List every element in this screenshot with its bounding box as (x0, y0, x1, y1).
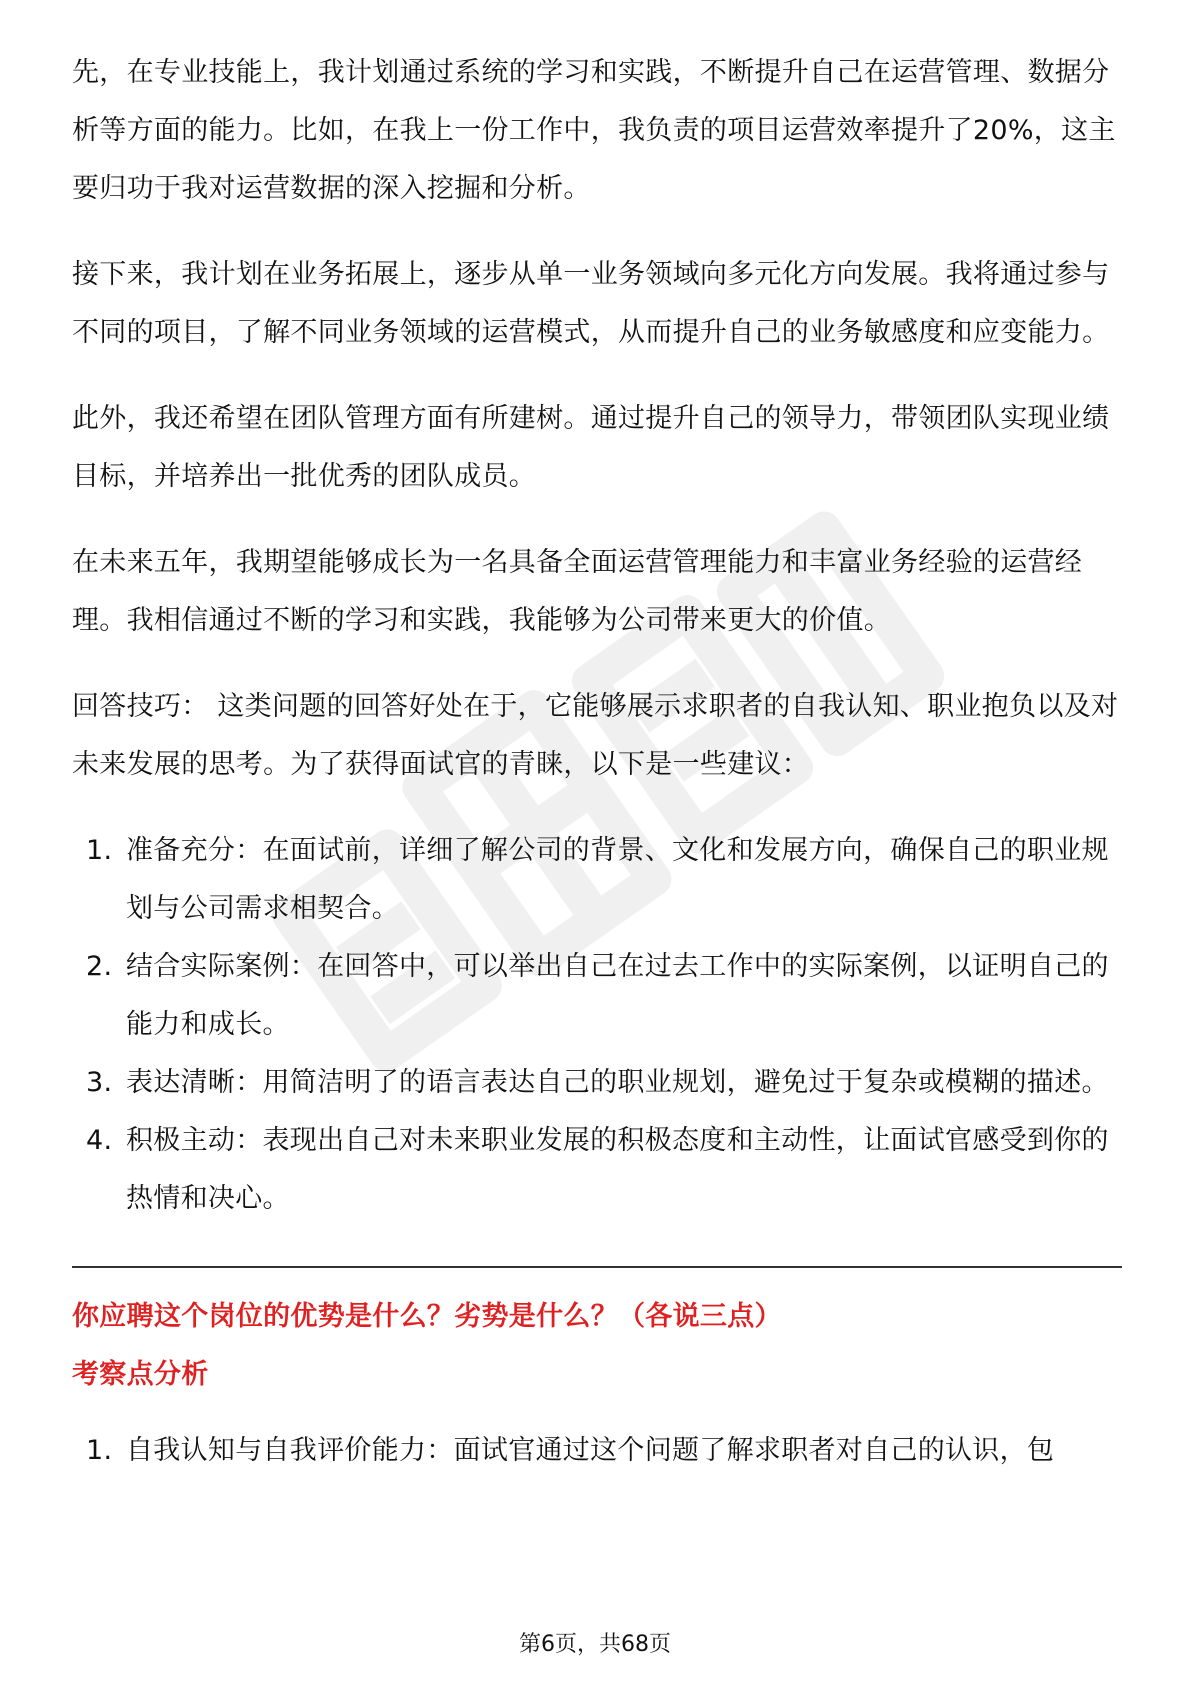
list-item-text: 积极主动：表现出自己对未来职业发展的积极态度和主动性，让面试官感受到你的热情和决心。 (126, 1125, 1109, 1214)
section-divider (72, 1266, 1122, 1268)
list-item-number: 4. (86, 1125, 113, 1156)
list-item (72, 1112, 1122, 1228)
paragraph-business-expansion: 接下来，我计划在业务拓展上，逐步从单一业务领域向多元化方向发展。我将通过参与不同的项目，了解不同业务领域的运营模式，从而提升自己的业务敏感度和应变能力。 (72, 259, 1110, 348)
list-item-number: 1. (86, 1435, 113, 1466)
list-item-text: 结合实际案例：在回答中，可以举出自己在过去工作中的实际案例，以证明自己的能力和成长。 (126, 951, 1109, 1040)
tips-list (72, 822, 1122, 1228)
list-item (72, 1054, 1122, 1112)
analysis-list (72, 1422, 1122, 1480)
list-item-number: 3. (86, 1067, 113, 1098)
list-item-number: 1. (86, 835, 113, 866)
paragraph-professional-skills: 先，在专业技能上，我计划通过系统的学习和实践，不断提升自己在运营管理、数据分析等方面的能力。比如，在我上一份工作中，我负责的项目运营效率提升了20%，这主要归功于我对运营数据的深入挖掘和分析。 (72, 57, 1116, 204)
analysis-section-title: 考察点分析 (72, 1359, 209, 1390)
paragraph-team-management: 此外，我还希望在团队管理方面有所建树。通过提升自己的领导力，带领团队实现业绩目标，并培养出一批优秀的团队成员。 (72, 403, 1110, 492)
paragraph-five-year-goal: 在未来五年，我期望能够成长为一名具备全面运营管理能力和丰富业务经验的运营经理。我相信通过不断的学习和实践，我能够为公司带来更大的价值。 (72, 547, 1083, 636)
list-item (72, 938, 1122, 1054)
list-item (72, 822, 1122, 938)
main-content (72, 44, 1122, 1480)
paragraph-answer-tips: 回答技巧： 这类问题的回答好处在于，它能够展示求职者的自我认知、职业抱负以及对未来发展的思考。为了获得面试官的青睐，以下是一些建议： (72, 691, 1119, 780)
list-item-text: 准备充分：在面试前，详细了解公司的背景、文化和发展方向，确保自己的职业规划与公司需求相契合。 (126, 835, 1109, 924)
list-item-number: 2. (86, 951, 113, 982)
list-item-text: 自我认知与自我评价能力：面试官通过这个问题了解求职者对自己的认识，包 (126, 1435, 1055, 1466)
list-item (72, 1422, 1122, 1480)
list-item-text: 表达清晰：用简洁明了的语言表达自己的职业规划，避免过于复杂或模糊的描述。 (126, 1067, 1109, 1098)
page-footer: 第6页，共68页 (519, 1632, 671, 1657)
question-title: 你应聘这个岗位的优势是什么？劣势是什么？（各说三点） (72, 1301, 782, 1332)
